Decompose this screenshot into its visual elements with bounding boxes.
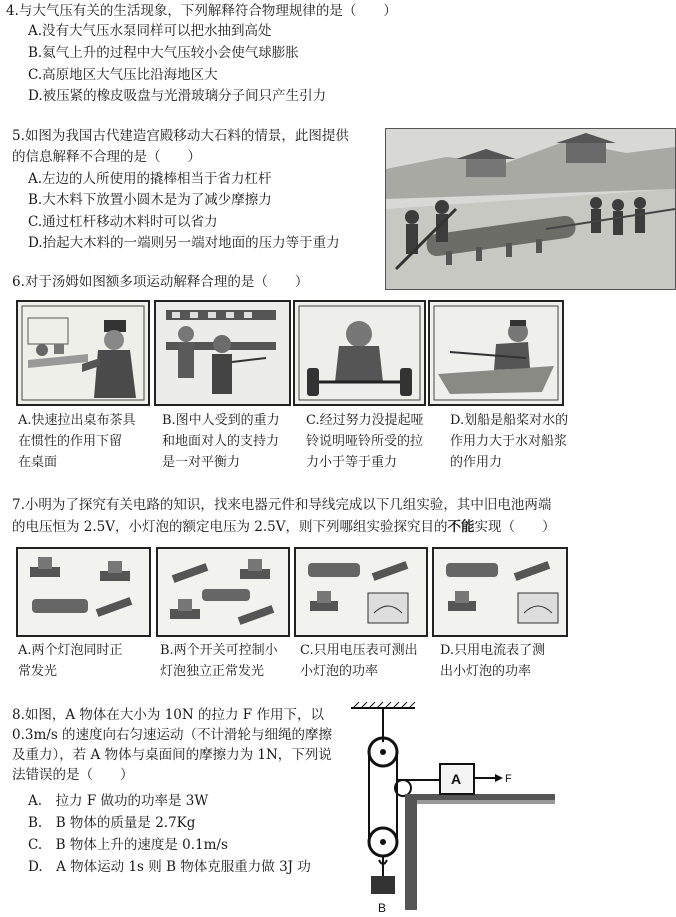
q7-stem-line2-post: 实现（ ） bbox=[474, 519, 556, 535]
q4-option-b: B.氦气上升的过程中大气压较小会使气球膨胀 bbox=[28, 45, 299, 61]
q6-panel-a-tablecloth bbox=[16, 300, 150, 406]
q5-option-d: D.抬起大木料的一端则另一端对地面的压力等于重力 bbox=[28, 235, 340, 251]
q7-panel-c-voltmeter bbox=[294, 547, 428, 637]
q6-option-b: B.图中人受到的重力 和地面对人的支持力 是一对平衡力 bbox=[162, 413, 280, 470]
q8-option-a: A. 拉力 F 做功的功率是 3W bbox=[28, 793, 209, 809]
q6-panel-c-dumbbell bbox=[293, 300, 426, 406]
q6-stem: 6.对于汤姆如图额多项运动解释合理的是（ ） bbox=[12, 274, 309, 290]
q8-stem-line4: 法错误的是（ ） bbox=[12, 767, 134, 783]
q6-option-a: A.快速拉出桌布茶具 在惯性的作用下留 在桌面 bbox=[18, 413, 136, 470]
q7-option-a: A.两个灯泡同时正 常发光 bbox=[18, 643, 123, 679]
q7-panel-a-components bbox=[16, 547, 151, 637]
q6-option-d: D.划船是船桨对水的 作用力大于水对船浆 的作用力 bbox=[450, 413, 569, 470]
q6-panel-b-standing bbox=[154, 300, 291, 406]
q7-panel-b-components bbox=[156, 547, 290, 637]
q4-option-a: A.没有大气压水泵同样可以把水抽到高处 bbox=[28, 23, 272, 39]
block-a-label: A bbox=[451, 771, 462, 787]
q7-stem-line1: 7.小明为了探究有关电路的知识，找来电器元件和导线完成以下几组实验，其中旧电池两端 bbox=[12, 497, 552, 513]
block-b-label: B bbox=[378, 901, 387, 915]
q7-option-c: C.只用电压表可测出 小灯泡的功率 bbox=[300, 643, 418, 679]
q5-option-a: A.左边的人所使用的撬棒相当于省力杠杆 bbox=[28, 171, 272, 187]
q6-option-c: C.经过努力没提起哑 铃说明哑铃所受的拉 力小于等于重力 bbox=[306, 413, 424, 470]
q7-stem-emphasis: 不能 bbox=[447, 519, 475, 535]
q5-stem-line1: 5.如图为我国古代建造宫殿移动大石料的情景，此图提供 bbox=[12, 128, 349, 144]
q8-pulley-diagram bbox=[345, 700, 560, 915]
q8-option-c: C. B 物体上升的速度是 0.1m/s bbox=[28, 837, 228, 853]
q8-stem-line3: 及重力），若 A 物体与桌面间的摩擦力为 1N，下列说 bbox=[12, 747, 332, 763]
force-f-label: F bbox=[505, 773, 512, 785]
q8-stem-line2: 0.3m/s 的速度向右匀速运动（不计滑轮与细绳的摩擦 bbox=[12, 727, 333, 743]
q7-stem-line2-pre: 的电压恒为 2.5V，小灯泡的额定电压为 2.5V，则下列哪组实验探究目的 bbox=[12, 519, 448, 535]
q7-option-d: D.只用电流表了测 出小灯泡的功率 bbox=[440, 643, 546, 679]
q7-panel-d-ammeter bbox=[432, 547, 568, 637]
q7-option-b: B.两个开关可控制小 灯泡独立正常发光 bbox=[160, 643, 278, 679]
q5-option-b: B.大木料下放置小圆木是为了减少摩擦力 bbox=[28, 192, 272, 208]
q8-option-d: D. A 物体运动 1s 则 B 物体克服重力做 3J 功 bbox=[28, 859, 311, 875]
q4-option-c: C.高原地区大气压比沿海地区大 bbox=[28, 67, 218, 83]
q8-stem-line1: 8.如图，A 物体在大小为 10N 的拉力 F 作用下，以 bbox=[12, 707, 324, 723]
q5-stem-line2: 的信息解释不合理的是（ ） bbox=[12, 149, 201, 165]
q7-stem-line2 bbox=[12, 518, 556, 536]
q4-stem: 4.与大气压有关的生活现象，下列解释符合物理规律的是（ ） bbox=[6, 3, 397, 19]
q8-option-b: B. B 物体的质量是 2.7Kg bbox=[28, 815, 196, 831]
q5-illustration-palace-stone-moving bbox=[385, 128, 676, 290]
q6-panel-d-rowing bbox=[428, 300, 564, 406]
q4-option-d: D.被压紧的橡皮吸盘与光滑玻璃分子间只产生引力 bbox=[28, 88, 327, 104]
q5-option-c: C.通过杠杆移动木料时可以省力 bbox=[28, 214, 218, 230]
